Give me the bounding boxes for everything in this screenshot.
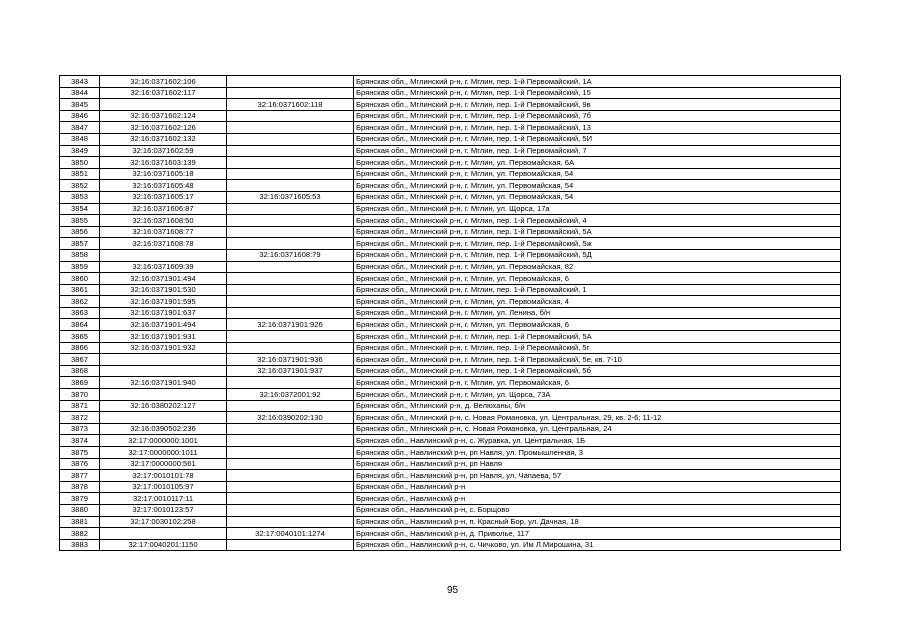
address-cell: Брянская обл., Навлинский р-н, с. Чичково, ул. Им Л.Мирошина, 31 — [354, 539, 841, 551]
address-cell: Брянская обл., Мглинский р-н, г. Мглин, ул. Первомайская, 6 — [354, 273, 841, 285]
address-cell: Брянская обл., Мглинский р-н, г. Мглин, пер. 1-й Первомайский, 1А — [354, 76, 841, 88]
cadastral-number-cell: 32:16:0371608:50 — [100, 215, 227, 227]
address-cell: Брянская обл., Мглинский р-н, г. Мглин, пер. 1-й Первомайский, 7б — [354, 110, 841, 122]
row-number-cell: 3851 — [60, 168, 100, 180]
address-cell: Брянская обл., Мглинский р-н, г. Мглин, пер. 1-й Первомайский, 15 — [354, 87, 841, 99]
address-cell: Брянская обл., Мглинский р-н, г. Мглин, пер. 1-й Первомайский, 1 — [354, 284, 841, 296]
address-cell: Брянская обл., Мглинский р-н, с. Новая Романовка, ул. Центральная, 29, кв. 2-6; 11-12 — [354, 412, 841, 424]
cadastral-number-cell: 32:16:0371609:39 — [100, 261, 227, 273]
row-number-cell: 3868 — [60, 365, 100, 377]
related-cadastral-number-cell: 32:16:0371608:79 — [227, 249, 354, 261]
address-cell: Брянская обл., Навлинский р-н, рп Навля, ул. Промышленная, 3 — [354, 447, 841, 459]
table-row — [60, 458, 841, 470]
table-row — [60, 377, 841, 389]
address-cell: Брянская обл., Мглинский р-н, г. Мглин, пер. 1-й Первомайский, 5б — [354, 365, 841, 377]
row-number-cell: 3848 — [60, 133, 100, 145]
table-row — [60, 191, 841, 203]
row-number-cell: 3879 — [60, 493, 100, 505]
address-cell: Брянская обл., Навлинский р-н, рп Навля — [354, 458, 841, 470]
cadastral-number-cell: 32:16:0371602:59 — [100, 145, 227, 157]
related-cadastral-number-cell — [227, 377, 354, 389]
related-cadastral-number-cell — [227, 203, 354, 215]
table-row — [60, 435, 841, 447]
row-number-cell: 3871 — [60, 400, 100, 412]
related-cadastral-number-cell — [227, 458, 354, 470]
table-row — [60, 493, 841, 505]
table-row — [60, 249, 841, 261]
cadastral-number-cell: 32:16:0371605:17 — [100, 191, 227, 203]
page-number: 95 — [446, 585, 459, 596]
row-number-cell: 3843 — [60, 76, 100, 88]
row-number-cell: 3847 — [60, 122, 100, 134]
related-cadastral-number-cell: 32:16:0372001:92 — [227, 389, 354, 401]
table-body — [60, 76, 841, 551]
table-row — [60, 307, 841, 319]
cadastral-number-cell — [100, 389, 227, 401]
row-number-cell: 3845 — [60, 99, 100, 111]
related-cadastral-number-cell: 32:16:0390202:130 — [227, 412, 354, 424]
related-cadastral-number-cell — [227, 110, 354, 122]
table-row — [60, 331, 841, 343]
related-cadastral-number-cell: 32:16:0371605:53 — [227, 191, 354, 203]
row-number-cell: 3861 — [60, 284, 100, 296]
row-number-cell: 3873 — [60, 423, 100, 435]
cadastral-number-cell — [100, 365, 227, 377]
related-cadastral-number-cell — [227, 180, 354, 192]
table-row — [60, 470, 841, 482]
table-row — [60, 261, 841, 273]
table-row — [60, 226, 841, 238]
row-number-cell: 3864 — [60, 319, 100, 331]
row-number-cell: 3872 — [60, 412, 100, 424]
address-cell: Брянская обл., Мглинский р-н, г. Мглин, пер. 1-й Первомайский, 5ж — [354, 238, 841, 250]
address-cell: Брянская обл., Мглинский р-н, г. Мглин, пер. 1-й Первомайский, 9в — [354, 99, 841, 111]
related-cadastral-number-cell — [227, 284, 354, 296]
cadastral-number-cell: 32:16:0371602:117 — [100, 87, 227, 99]
cadastral-number-cell: 32:16:0371901:931 — [100, 331, 227, 343]
address-cell: Брянская обл., Мглинский р-н, с. Новая Романовка, ул. Центральная, 24 — [354, 423, 841, 435]
table-row — [60, 365, 841, 377]
cadastral-number-cell: 32:16:0371901:595 — [100, 296, 227, 308]
related-cadastral-number-cell — [227, 157, 354, 169]
address-cell: Брянская обл., Навлинский р-н, с. Журавка, ул. Центральная, 1Б — [354, 435, 841, 447]
cadastral-number-cell: 32:17:0010105:97 — [100, 481, 227, 493]
table-row — [60, 87, 841, 99]
address-cell: Брянская обл., Мглинский р-н, г. Мглин, пер. 1-й Первомайский, 5И — [354, 133, 841, 145]
related-cadastral-number-cell — [227, 307, 354, 319]
table-row — [60, 157, 841, 169]
table-row — [60, 133, 841, 145]
cadastral-number-cell: 32:17:0000000:1001 — [100, 435, 227, 447]
address-cell: Брянская обл., Мглинский р-н, г. Мглин, пер. 1-й Первомайский, 4 — [354, 215, 841, 227]
row-number-cell: 3875 — [60, 447, 100, 459]
cadastral-number-cell: 32:17:0000000:1011 — [100, 447, 227, 459]
related-cadastral-number-cell — [227, 516, 354, 528]
related-cadastral-number-cell — [227, 168, 354, 180]
related-cadastral-number-cell — [227, 261, 354, 273]
related-cadastral-number-cell — [227, 470, 354, 482]
cadastral-number-cell — [100, 528, 227, 540]
related-cadastral-number-cell — [227, 423, 354, 435]
address-cell: Брянская обл., Навлинский р-н, рп Навля, ул. Чапаева, 57 — [354, 470, 841, 482]
row-number-cell: 3882 — [60, 528, 100, 540]
table-row — [60, 180, 841, 192]
table-row — [60, 296, 841, 308]
cadastral-number-cell: 32:16:0371605:18 — [100, 168, 227, 180]
address-cell: Брянская обл., Мглинский р-н, г. Мглин, ул. Первомайская, 54 — [354, 191, 841, 203]
row-number-cell: 3881 — [60, 516, 100, 528]
cadastral-number-cell: 32:16:0371602:132 — [100, 133, 227, 145]
cadastral-number-cell: 32:17:0040201:1150 — [100, 539, 227, 551]
row-number-cell: 3866 — [60, 342, 100, 354]
related-cadastral-number-cell — [227, 87, 354, 99]
row-number-cell: 3859 — [60, 261, 100, 273]
related-cadastral-number-cell — [227, 331, 354, 343]
row-number-cell: 3878 — [60, 481, 100, 493]
related-cadastral-number-cell — [227, 273, 354, 285]
cadastral-number-cell — [100, 412, 227, 424]
cadastral-number-cell: 32:16:0380202:127 — [100, 400, 227, 412]
row-number-cell: 3877 — [60, 470, 100, 482]
related-cadastral-number-cell — [227, 504, 354, 516]
address-cell: Брянская обл., Мглинский р-н, г. Мглин, пер. 1-й Первомайский, 5е, кв. 7-10 — [354, 354, 841, 366]
cadastral-number-cell: 32:16:0371603:139 — [100, 157, 227, 169]
table-row — [60, 447, 841, 459]
related-cadastral-number-cell: 32:16:0371901:937 — [227, 365, 354, 377]
row-number-cell: 3870 — [60, 389, 100, 401]
row-number-cell: 3849 — [60, 145, 100, 157]
row-number-cell: 3853 — [60, 191, 100, 203]
row-number-cell: 3880 — [60, 504, 100, 516]
row-number-cell: 3865 — [60, 331, 100, 343]
row-number-cell: 3854 — [60, 203, 100, 215]
row-number-cell: 3846 — [60, 110, 100, 122]
table-row — [60, 389, 841, 401]
row-number-cell: 3844 — [60, 87, 100, 99]
address-cell: Брянская обл., Мглинский р-н, г. Мглин, ул. Щорса, 17а — [354, 203, 841, 215]
table-row — [60, 99, 841, 111]
table-row — [60, 504, 841, 516]
address-cell: Брянская обл., Навлинский р-н — [354, 481, 841, 493]
address-cell: Брянская обл., Мглинский р-н, г. Мглин, ул. Первомайская, 6 — [354, 377, 841, 389]
related-cadastral-number-cell — [227, 296, 354, 308]
related-cadastral-number-cell: 32:16:0371602:118 — [227, 99, 354, 111]
cadastral-number-cell: 32:16:0371608:78 — [100, 238, 227, 250]
address-cell: Брянская обл., Мглинский р-н, г. Мглин, ул. Первомайская, 6 — [354, 319, 841, 331]
table-row — [60, 412, 841, 424]
related-cadastral-number-cell — [227, 238, 354, 250]
table-row — [60, 342, 841, 354]
address-cell: Брянская обл., Мглинский р-н, г. Мглин, пер. 1-й Первомайский, 5А — [354, 331, 841, 343]
row-number-cell: 3857 — [60, 238, 100, 250]
address-cell: Брянская обл., Мглинский р-н, г. Мглин, пер. 1-й Первомайский, 13 — [354, 122, 841, 134]
cadastral-number-cell: 32:16:0371901:940 — [100, 377, 227, 389]
related-cadastral-number-cell — [227, 342, 354, 354]
table-row — [60, 110, 841, 122]
table-row — [60, 528, 841, 540]
address-cell: Брянская обл., Мглинский р-н, г. Мглин, ул. Ленина, б/н — [354, 307, 841, 319]
related-cadastral-number-cell — [227, 215, 354, 227]
table-row — [60, 145, 841, 157]
cadastral-number-cell: 32:16:0390502:236 — [100, 423, 227, 435]
table-row — [60, 238, 841, 250]
related-cadastral-number-cell — [227, 493, 354, 505]
cadastral-number-cell: 32:16:0371606:87 — [100, 203, 227, 215]
row-number-cell: 3874 — [60, 435, 100, 447]
table-row — [60, 203, 841, 215]
table-row — [60, 423, 841, 435]
related-cadastral-number-cell — [227, 400, 354, 412]
cadastral-number-cell — [100, 99, 227, 111]
row-number-cell: 3855 — [60, 215, 100, 227]
related-cadastral-number-cell — [227, 122, 354, 134]
table-row — [60, 319, 841, 331]
related-cadastral-number-cell — [227, 481, 354, 493]
address-cell: Брянская обл., Мглинский р-н, г. Мглин, пер. 1-й Первомайский, 5Д — [354, 249, 841, 261]
row-number-cell: 3863 — [60, 307, 100, 319]
table-row — [60, 122, 841, 134]
row-number-cell: 3852 — [60, 180, 100, 192]
row-number-cell: 3858 — [60, 249, 100, 261]
related-cadastral-number-cell: 32:16:0371901:926 — [227, 319, 354, 331]
cadastral-number-cell: 32:17:0010101:78 — [100, 470, 227, 482]
cadastral-number-cell — [100, 354, 227, 366]
row-number-cell: 3862 — [60, 296, 100, 308]
related-cadastral-number-cell — [227, 226, 354, 238]
address-cell: Брянская обл., Мглинский р-н, г. Мглин, ул. Щорса, 73А — [354, 389, 841, 401]
cadastral-number-cell: 32:17:0010123:57 — [100, 504, 227, 516]
row-number-cell: 3876 — [60, 458, 100, 470]
cadastral-number-cell: 32:16:0371901:530 — [100, 284, 227, 296]
row-number-cell: 3850 — [60, 157, 100, 169]
table-row — [60, 354, 841, 366]
cadastral-number-cell: 32:16:0371605:48 — [100, 180, 227, 192]
address-cell: Брянская обл., Мглинский р-н, д. Велюханы, б/н — [354, 400, 841, 412]
table-row — [60, 539, 841, 551]
cadastral-number-cell — [100, 249, 227, 261]
table-row — [60, 400, 841, 412]
related-cadastral-number-cell — [227, 447, 354, 459]
row-number-cell: 3869 — [60, 377, 100, 389]
table-row — [60, 76, 841, 88]
cadastral-number-cell: 32:16:0371901:637 — [100, 307, 227, 319]
cadastral-number-cell: 32:16:0371602:106 — [100, 76, 227, 88]
table-row — [60, 273, 841, 285]
related-cadastral-number-cell — [227, 76, 354, 88]
related-cadastral-number-cell: 32:16:0371901:936 — [227, 354, 354, 366]
address-cell: Брянская обл., Навлинский р-н, д. Приволье, 117 — [354, 528, 841, 540]
row-number-cell: 3856 — [60, 226, 100, 238]
row-number-cell: 3867 — [60, 354, 100, 366]
cadastral-number-cell: 32:16:0371608:77 — [100, 226, 227, 238]
address-cell: Брянская обл., Мглинский р-н, г. Мглин, ул. Первомайская, 4 — [354, 296, 841, 308]
table-row — [60, 481, 841, 493]
address-cell: Брянская обл., Мглинский р-н, г. Мглин, ул. Первомайская, 6А — [354, 157, 841, 169]
cadastral-number-cell: 32:16:0371901:932 — [100, 342, 227, 354]
cadastral-number-cell: 32:16:0371602:124 — [100, 110, 227, 122]
address-cell: Брянская обл., Мглинский р-н, г. Мглин, ул. Первомайская, 54 — [354, 168, 841, 180]
table-row — [60, 284, 841, 296]
address-cell: Брянская обл., Навлинский р-н, с. Борщово — [354, 504, 841, 516]
table-row — [60, 168, 841, 180]
address-cell: Брянская обл., Навлинский р-н — [354, 493, 841, 505]
row-number-cell: 3883 — [60, 539, 100, 551]
row-number-cell: 3860 — [60, 273, 100, 285]
address-cell: Брянская обл., Мглинский р-н, г. Мглин, ул. Первомайская, 54 — [354, 180, 841, 192]
cadastral-number-cell: 32:17:0010117:11 — [100, 493, 227, 505]
cadastral-number-cell: 32:17:0000000:561 — [100, 458, 227, 470]
address-cell: Брянская обл., Мглинский р-н, г. Мглин, пер. 1-й Первомайский, 7 — [354, 145, 841, 157]
related-cadastral-number-cell — [227, 539, 354, 551]
cadastral-number-cell: 32:17:0030102:258 — [100, 516, 227, 528]
related-cadastral-number-cell — [227, 145, 354, 157]
address-cell: Брянская обл., Навлинский р-н, п. Красный Бор, ул. Дачная, 18 — [354, 516, 841, 528]
related-cadastral-number-cell: 32:17:0040101:1274 — [227, 528, 354, 540]
property-registry-table — [59, 75, 841, 551]
table-row — [60, 516, 841, 528]
cadastral-number-cell: 32:16:0371901:494 — [100, 319, 227, 331]
related-cadastral-number-cell — [227, 133, 354, 145]
cadastral-number-cell: 32:16:0371602:126 — [100, 122, 227, 134]
cadastral-number-cell: 32:16:0371901:494 — [100, 273, 227, 285]
address-cell: Брянская обл., Мглинский р-н, г. Мглин, ул. Первомайская, 82 — [354, 261, 841, 273]
table-row — [60, 215, 841, 227]
related-cadastral-number-cell — [227, 435, 354, 447]
address-cell: Брянская обл., Мглинский р-н, г. Мглин, пер. 1-й Первомайский, 5г — [354, 342, 841, 354]
address-cell: Брянская обл., Мглинский р-н, г. Мглин, пер. 1-й Первомайский, 5А — [354, 226, 841, 238]
